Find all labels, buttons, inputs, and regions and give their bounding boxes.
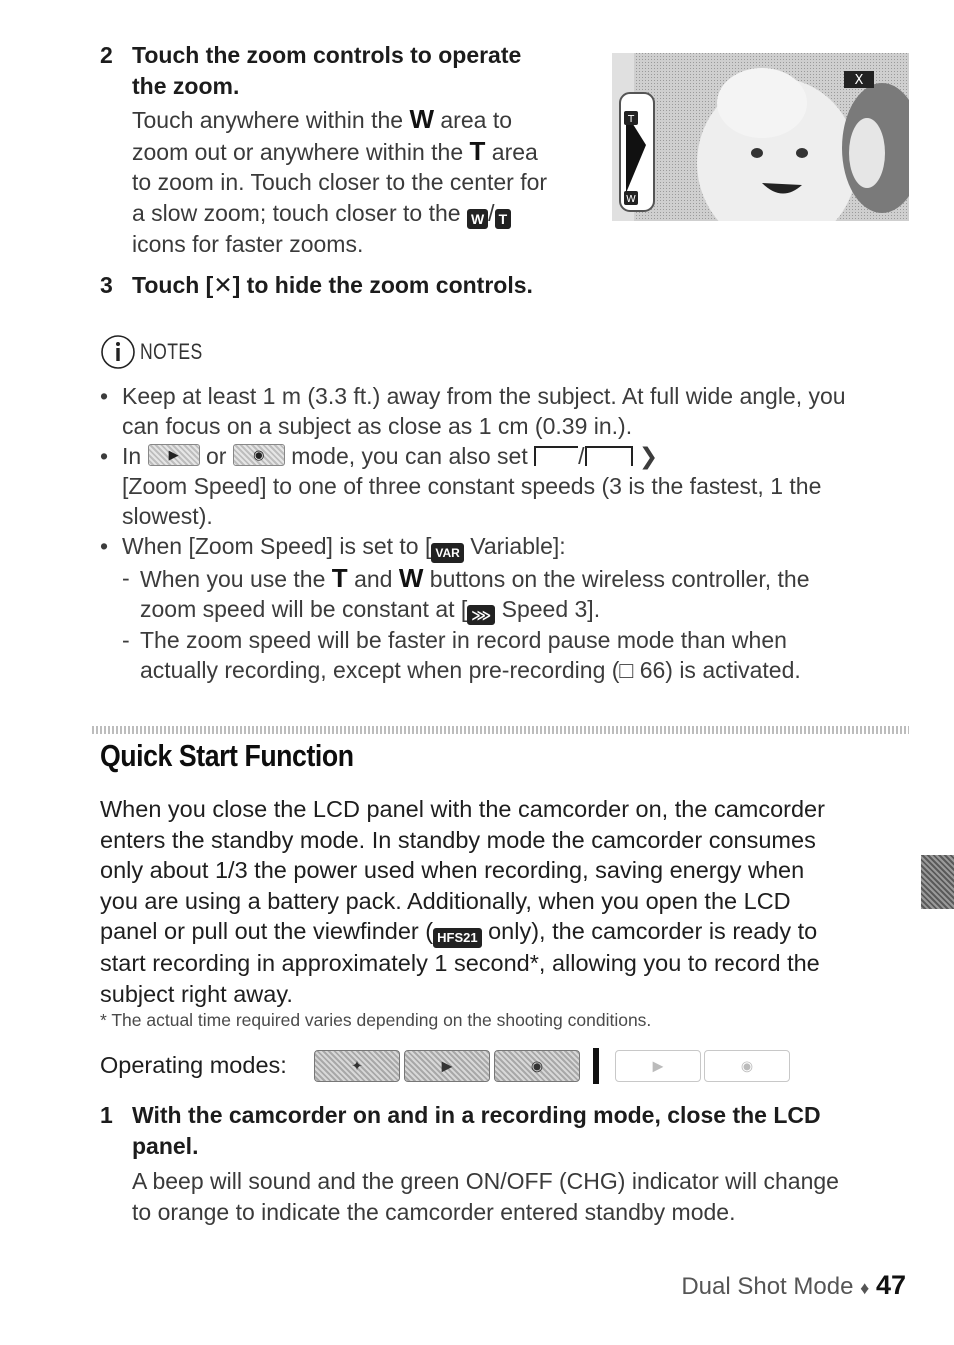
step-1-body: A beep will sound and the green ON/OFF (CHG) indicator will change to orange to indicate the camcorder entered standby mode. [132,1168,839,1225]
page-footer [681,1270,906,1301]
info-icon [100,334,136,370]
zoom-t-icon: T [627,114,635,125]
note-bullet-1: • Keep at least 1 m (3.3 ft.) away from the subject. At full wide angle, you can focus on a subject as close as 1 cm (0.39 in.). [100,383,846,439]
mode-separator [593,1048,599,1084]
mode-auto-icon: ✦ [314,1050,400,1082]
close-icon[interactable]: X [854,73,864,88]
t-letter: T [469,135,486,166]
section-paragraph: When you close the LCD panel with the camcorder on, the camcorder enters the standby mode. In standby mode the camcorder consumes only about 1/3 the power used when recording, saving energy when you are using a battery pack. Additionally, when you open the LCD panel or pull out the viewfinder ( HFS21 only), the camcorder is ready to start recording in approximately 1 second*, allowing you to record the subject right away. [100,796,825,1007]
operating-modes-label: Operating modes: [100,1052,287,1078]
arrow-icon: ❯ [638,443,659,469]
section-title: Quick Start Function [100,738,354,773]
zoom-t-icon: T [495,209,512,229]
note-dash-1: - When you use the T and W buttons on the wireless controller, the zoom speed will be constant at [ ⋙ Speed 3]. [122,563,810,623]
baby-photo [612,53,909,221]
step-2-body: Touch anywhere within the W area to zoom out or anywhere within the T area to zoom in. Touch closer to the center for a slow zoom; touch closer to the W / T icons for faster zooms. [132,104,548,257]
notes-heading: NOTES [100,334,219,370]
note-dash-2: - The zoom speed will be faster in record pause mode than when actually recording, except when pre-recording (□ 66) is activated. [122,627,801,683]
w-letter: W [409,104,434,134]
section-divider [92,726,909,734]
step-1: 1 With the camcorder on and in a recording mode, close the LCD panel. A beep will sound and the green ON/OFF (CHG) indicator will change to orange to indicate the camcorder entered standby mode. [100,1100,920,1227]
close-x-glyph: ✕ [213,272,233,298]
mode-photo-icon: ◉ [494,1050,580,1082]
mode-playback-movie-icon: ▶ [615,1050,701,1082]
zoom-w-icon: W [467,209,488,229]
footer-section-name: Dual Shot Mode [681,1273,854,1300]
note-bullet-3: • When [Zoom Speed] is set to [ VAR Variable]: [100,531,920,563]
note-bullet-2: • In ▶ or ◉ mode, you can also set / ❯ [Zoom Speed] to one of three constant speeds (3 is the fastest, 1 the slowest). [100,443,822,529]
step-number: 2 [100,42,113,68]
step-number: 3 [100,272,113,298]
footer-separator: ♦ [860,1278,870,1298]
mode-movie-icon: ▶ [404,1050,490,1082]
operating-modes-icons [314,1050,794,1084]
page-number: 47 [875,1270,906,1300]
notes-list [100,381,920,685]
step-2 [100,40,600,259]
mode-playback-photo-icon: ◉ [704,1050,790,1082]
step-2-title: 2 Touch the zoom controls to operate the zoom. [100,42,522,99]
step-number: 1 [100,1102,113,1128]
movie-mode-icon: ▶ [148,444,200,466]
step-3: 3 Touch [✕] to hide the zoom controls. [100,270,800,301]
zoom-screen-image [612,53,909,221]
var-icon: VAR [431,543,463,563]
chapter-tab [921,855,954,909]
camera-menu-icon [585,446,633,466]
speed-3-icon: ⋙ [467,605,495,625]
menu-bracket-icon [534,446,578,466]
footnote: * The actual time required varies depending on the shooting conditions. [100,1010,652,1030]
model-hfs21-icon: HFS21 [433,928,481,948]
zoom-w-icon: W [626,194,636,205]
photo-mode-icon: ◉ [233,444,285,466]
